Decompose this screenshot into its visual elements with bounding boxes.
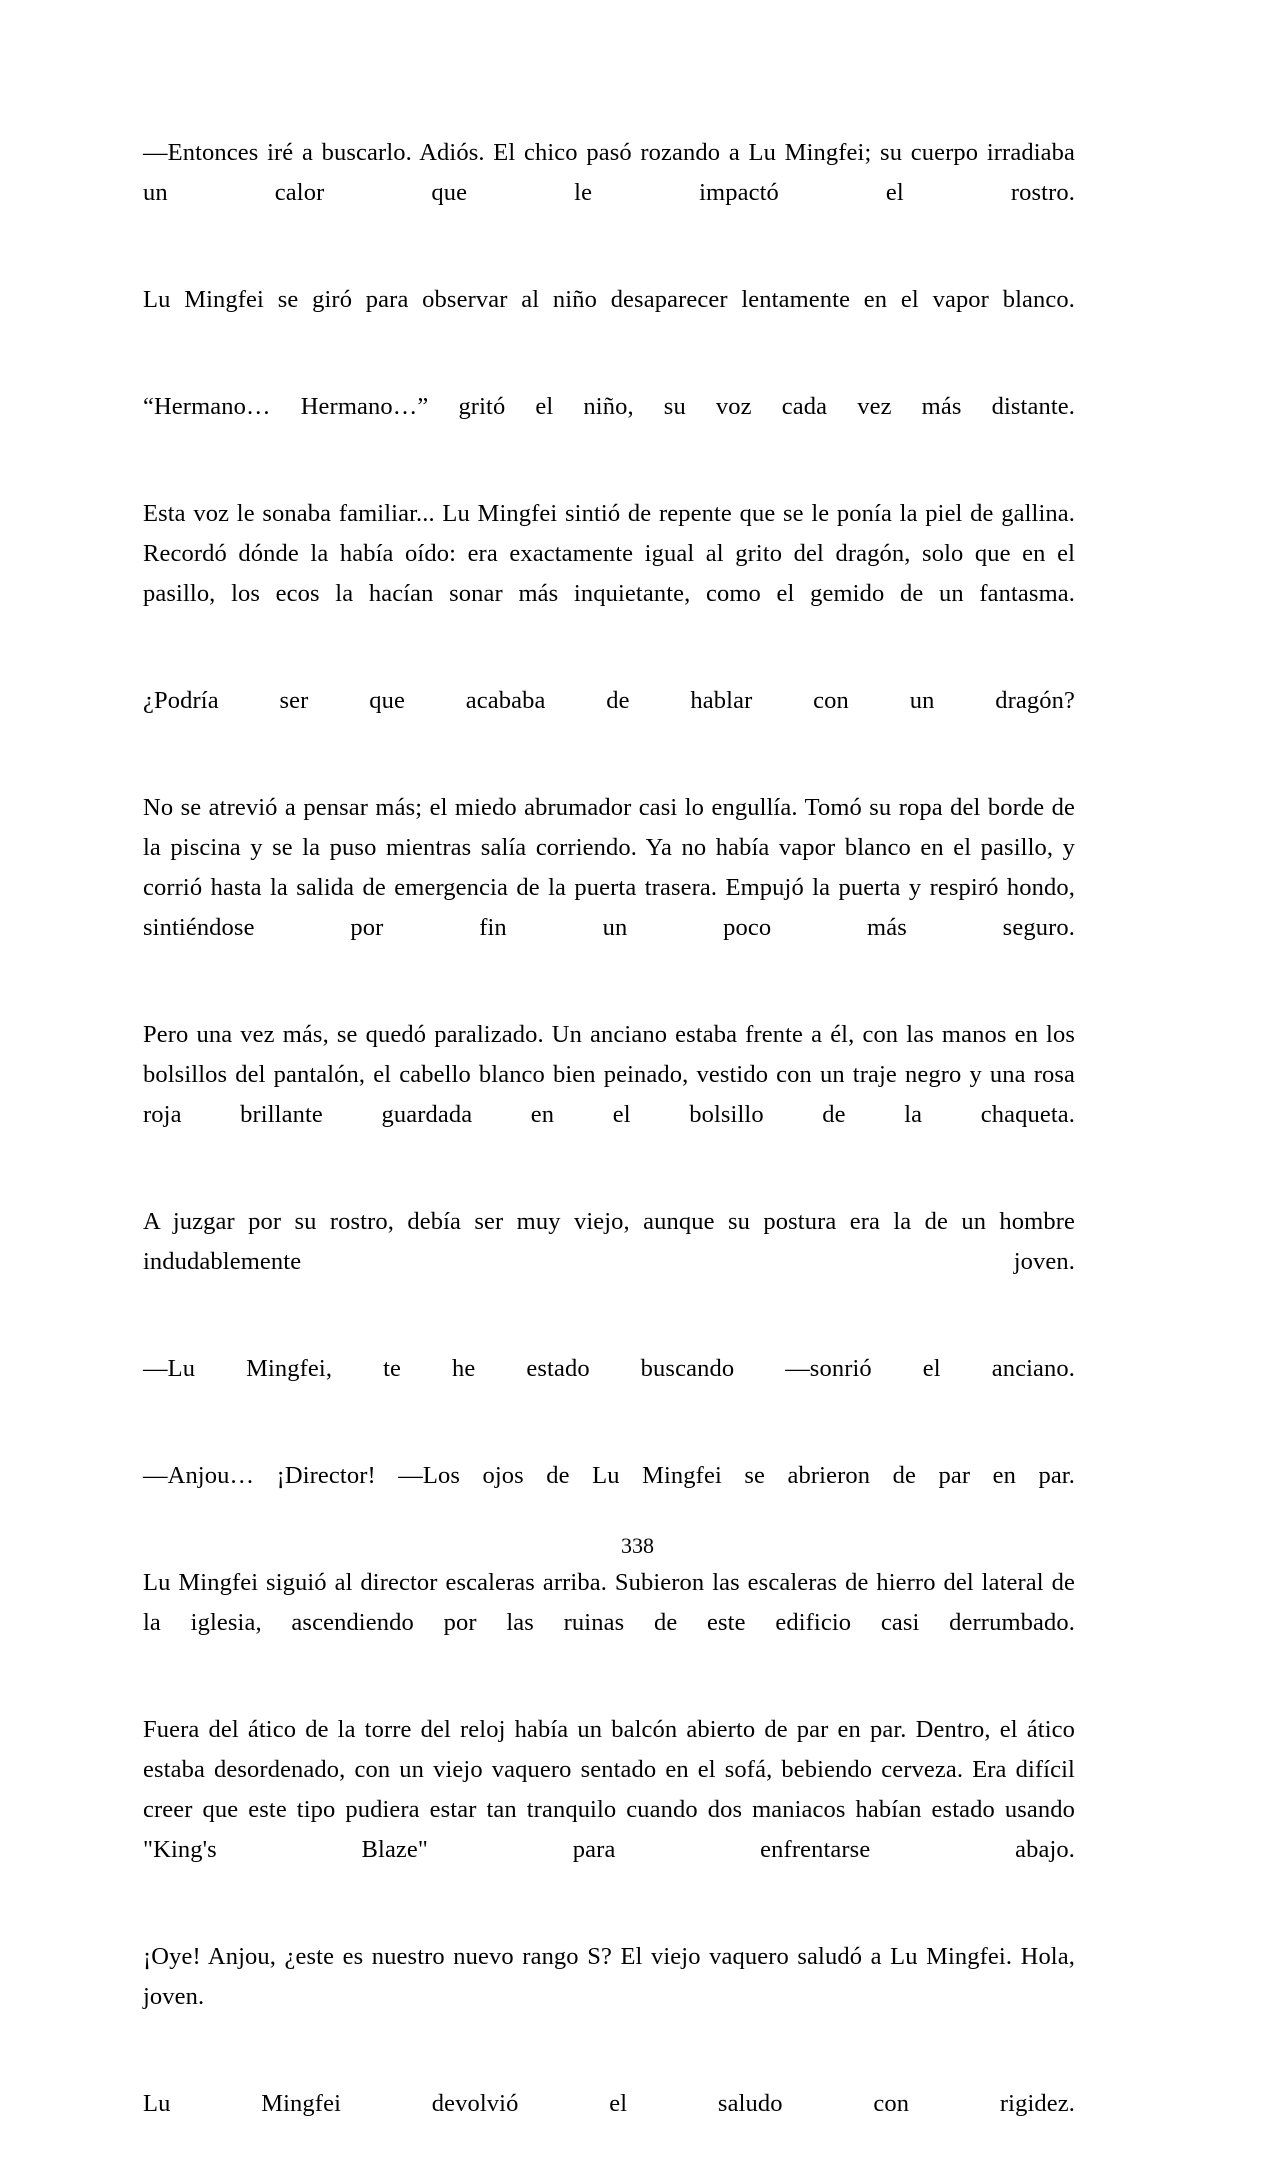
page-body-text — [143, 133, 1075, 2164]
paragraph: Lu Mingfei devolvió el saludo con rigidez. — [143, 2090, 1075, 2117]
paragraph: No se atrevió a pensar más; el miedo abrumador casi lo engullía. Tomó su ropa del borde de la piscina y se la puso mientras salía corriendo. Ya no había vapor blanco en el pasillo, y corrió hasta la salida de emergencia de la puerta trasera. Empujó la puerta y respiró hondo, sintiéndose por fin un poco más seguro. — [143, 794, 1075, 941]
paragraph: Lu Mingfei se giró para observar al niño desaparecer lentamente en el vapor blanco. — [143, 286, 1075, 313]
paragraph: Esta voz le sonaba familiar... Lu Mingfei sintió de repente que se le ponía la piel de gallina. Recordó dónde la había oído: era exactamente igual al grito del dragón, solo que en el pasillo, los ecos la hacían sonar más inquietante, como el gemido de un fantasma. — [143, 500, 1075, 607]
paragraph: Lu Mingfei siguió al director escaleras arriba. Subieron las escaleras de hierro del lateral de la iglesia, ascendiendo por las ruinas de este edificio casi derrumbado. — [143, 1569, 1075, 1636]
page-number: 338 — [621, 1533, 654, 1558]
paragraph: —Anjou… ¡Director! —Los ojos de Lu Mingfei se abrieron de par en par. — [143, 1462, 1075, 1489]
paragraph: ¿Podría ser que acababa de hablar con un dragón? — [143, 687, 1075, 714]
paragraph: “Hermano… Hermano…” gritó el niño, su voz cada vez más distante. — [143, 393, 1075, 420]
paragraph: —Lu Mingfei, te he estado buscando —sonrió el anciano. — [143, 1355, 1075, 1382]
paragraph: ¡Oye! Anjou, ¿este es nuestro nuevo rango S? El viejo vaquero saludó a Lu Mingfei. Hola, joven. — [143, 1943, 1075, 2010]
paragraph: —Entonces iré a buscarlo. Adiós. El chico pasó rozando a Lu Mingfei; su cuerpo irradiaba un calor que le impactó el rostro. — [143, 139, 1075, 206]
paragraph: A juzgar por su rostro, debía ser muy viejo, aunque su postura era la de un hombre indudablemente joven. — [143, 1208, 1075, 1275]
paragraph: Fuera del ático de la torre del reloj había un balcón abierto de par en par. Dentro, el ático estaba desordenado, con un viejo vaquero sentado en el sofá, bebiendo cerveza. Era difícil creer que este tipo pudiera estar tan tranquilo cuando dos maniacos habían estado usando "King's Blaze" para enfrentarse abajo. — [143, 1716, 1075, 1863]
paragraph: Pero una vez más, se quedó paralizado. Un anciano estaba frente a él, con las manos en los bolsillos del pantalón, el cabello blanco bien peinado, vestido con un traje negro y una rosa roja brillante guardada en el bolsillo de la chaqueta. — [143, 1021, 1075, 1128]
